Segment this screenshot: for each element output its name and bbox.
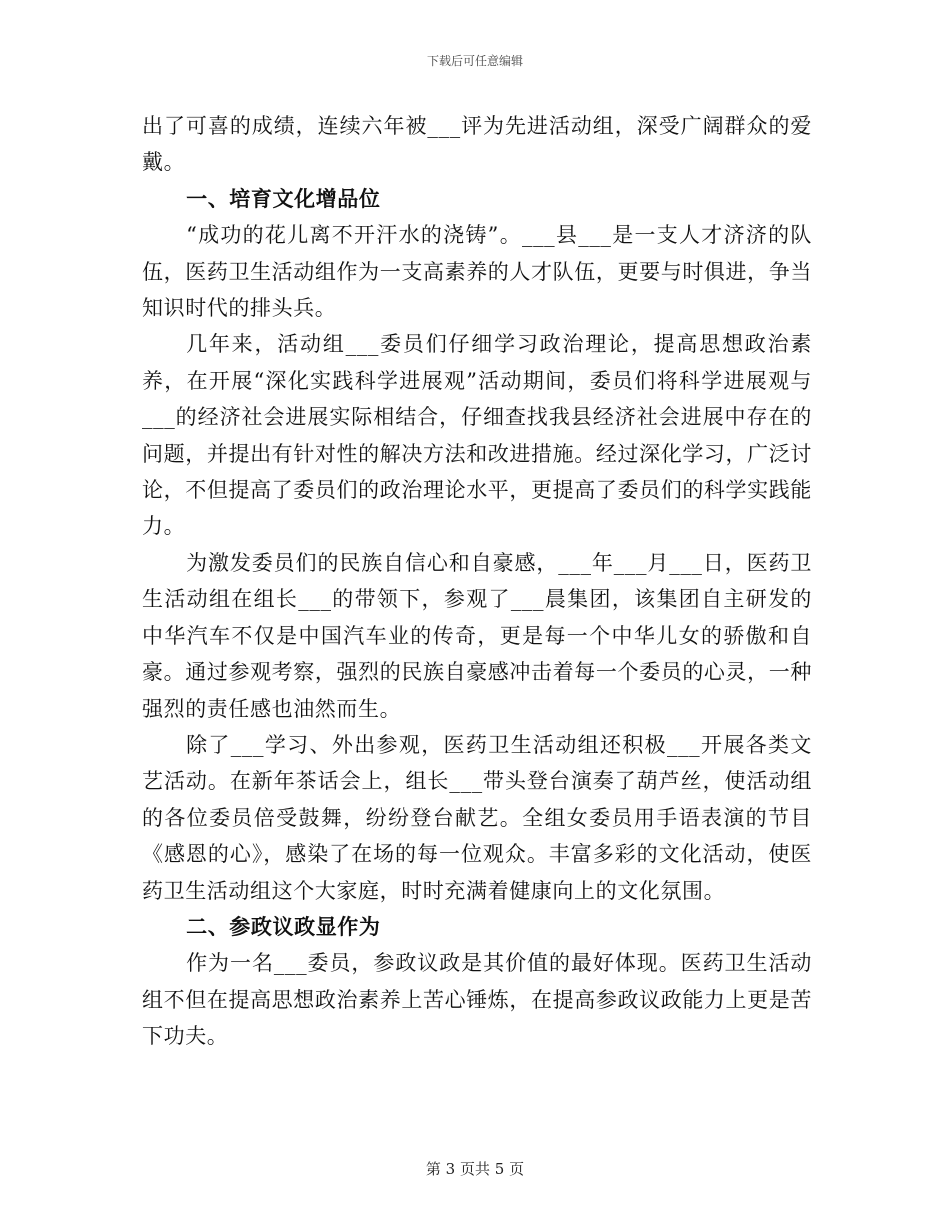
paragraph-continued: 出了可喜的成绩，连续六年被___评为先进活动组，深受广阔群众的爱戴。 — [142, 114, 812, 175]
document-body — [142, 108, 812, 1055]
paragraph: “成功的花儿离不开汗水的浇铸”。___县___是一支人才济济的队伍，医药卫生活动组作为一支高素养的人才队伍，更要与时俱进，争当知识时代的排头兵。 — [142, 223, 812, 321]
paragraph: 作为一名___委员，参政议政是其价值的最好体现。医药卫生活动组不但在提高思想政治素养上苦心锤炼，在提高参政议政能力上更是苦下功夫。 — [142, 951, 812, 1049]
paragraph: 几年来，活动组___委员们仔细学习政治理论，提高思想政治素养，在开展“深化实践科学进展观”活动期间，委员们将科学进展观与___的经济社会进展实际相结合，仔细查找我县经济社会进展中存在的问题，并提出有针对性的解决方法和改进措施。经过深化学习，广泛讨论，不但提高了委员们的政治理论水平，更提高了委员们的科学实践能力。 — [142, 332, 812, 539]
paragraph: 除了___学习、外出参观，医药卫生活动组还积极___开展各类文艺活动。在新年茶话会上，组长___带头登台演奏了葫芦丝，使活动组的各位委员倍受鼓舞，纷纷登台献艺。全组女委员用手语表演的节目《感恩的心》，感染了在场的每一位观众。丰富多彩的文化活动，使医药卫生活动组这个大家庭，时时充满着健康向上的文化氛围。 — [142, 732, 812, 903]
page-footer: 第 3 页共 5 页 — [425, 1160, 525, 1178]
page-header: 下载后可任意编辑 — [426, 54, 523, 68]
section-heading-2: 二、参政议政显作为 — [186, 913, 381, 939]
paragraph: 为激发委员们的民族自信心和自豪感，___年___月___日，医药卫生活动组在组长___的带领下，参观了___晨集团，该集团自主研发的中华汽车不仅是中国汽车业的传奇，更是每一个中华儿女的骄傲和自豪。通过参观考察，强烈的民族自豪感冲击着每一个委员的心灵，一种强烈的责任感也油然而生。 — [142, 550, 812, 721]
section-heading-1: 一、培育文化增品位 — [186, 185, 381, 211]
